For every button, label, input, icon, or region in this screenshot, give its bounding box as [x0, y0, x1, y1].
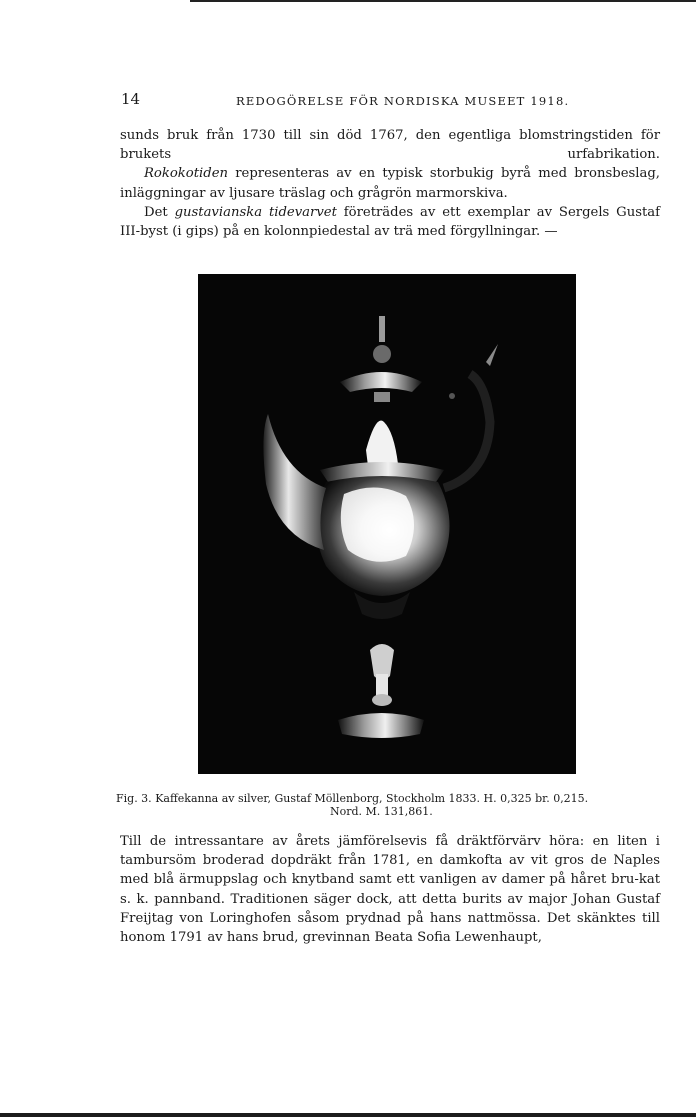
- caption-text: Kaffekanna av silver, Gustaf Möllenborg, Stockholm 1833. H. 0,325 br. 0,215.: [155, 792, 589, 805]
- paragraph-4: Till de intressantare av årets jämförelsevis få dräktförvärv höra: en liten i tambursöm broderad dopdräkt från 1781, en damkofta av vit gros de Naples med blå ärmuppslag och knytband samt ett vanligen av damer på håret bru-kat s. k. pannband. Traditionen säger dock, att detta burits av major Johan Gustaf Freijtag von Loringhofen såsom prydnad på hans nattmössa. Det skänktes till honom 1791 av hans brud, grevinnan Beata Sofia Lewenhaupt,: [120, 834, 660, 946]
- caption-reference: Nord. M. 131,861.: [330, 805, 433, 818]
- paragraph-2-italic: Rokokotiden: [144, 166, 228, 182]
- paragraph-3-start: Det: [144, 204, 175, 220]
- top-text-block: [120, 126, 660, 241]
- paragraph-2-text: representeras av en typisk storbukig byrå med bronsbeslag, inläggningar av ljusare träslag och grågrön marmorskiva.: [120, 166, 660, 201]
- caption-label: Fig. 3.: [116, 792, 152, 805]
- paragraph-3-text: företrädes av ett exemplar av Sergels Gustaf III-byst (i gips) på en kolonnpiedestal av trä med förgyllningar. —: [120, 204, 661, 240]
- figure-caption: [116, 792, 682, 818]
- coffee-pot-photograph: [198, 274, 576, 774]
- top-border-rule: [190, 0, 696, 2]
- page-number: 14: [121, 90, 141, 108]
- paragraph-2: [120, 164, 660, 202]
- paragraph-3-italic: gustavianska tidevarvet: [174, 204, 337, 220]
- paragraph-1: sunds bruk från 1730 till sin död 1767, den egentliga blomstringstiden för brukets urfabrikation.: [120, 128, 660, 163]
- bottom-border-rule: [0, 1113, 696, 1117]
- bottom-text-block: [120, 832, 660, 947]
- caption-line-1: [116, 792, 682, 805]
- paragraph-3: [120, 203, 660, 241]
- running-title: REDOGÖRELSE FÖR NORDISKA MUSEET 1918.: [236, 94, 570, 108]
- coffee-pot-image: [198, 274, 576, 774]
